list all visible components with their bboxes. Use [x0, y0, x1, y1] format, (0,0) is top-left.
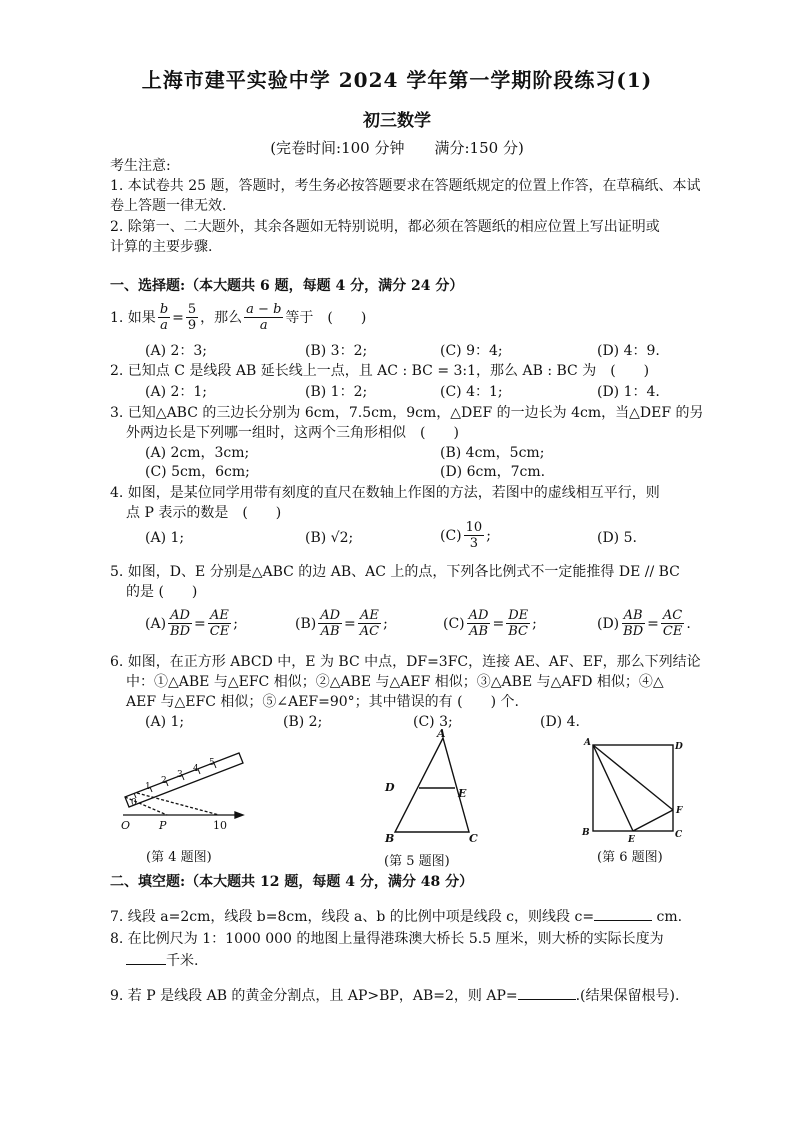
q4-option-c[interactable] — [440, 520, 491, 551]
label-d: D — [385, 781, 395, 794]
q5-a-n1: AD — [170, 608, 190, 623]
q5-b-frac-1 — [318, 608, 342, 639]
q5-c-label: (C) — [443, 615, 465, 632]
figure-4-ruler-diagram — [115, 745, 255, 835]
ruler-tick-0: 0 — [131, 798, 137, 808]
notice-item-1-line-2: 卷上答题一律无效. — [110, 198, 227, 214]
q2-option-d[interactable]: (D) 1：4. — [597, 384, 660, 400]
q1-f3-num: a − b — [246, 302, 282, 317]
q5-a-n2: AE — [210, 608, 229, 623]
q1-option-c[interactable]: (C) 9：4; — [440, 343, 503, 359]
q5-b-d1: AB — [320, 624, 340, 639]
q1-f1-den: a — [160, 318, 168, 333]
q5-a-label: (A) — [145, 615, 167, 632]
q4-b-value: √2 — [330, 530, 349, 546]
q4-c-suffix: ; — [486, 527, 491, 544]
section-1-heading: 一、选择题:（本大题共 6 题，每题 4 分，满分 24 分） — [110, 278, 464, 294]
question-5-line-1: 5. 如图，D、E 分别是△ABC 的边 AB、AC 上的点，下列各比例式不一定能推得 DE // BC — [110, 564, 680, 580]
ruler-tick-2: 2 — [161, 776, 167, 786]
q1-mid: ，那么 — [200, 309, 243, 326]
q5-option-c[interactable] — [443, 608, 537, 639]
q2-option-c[interactable]: (C) 4：1; — [440, 384, 503, 400]
question-6-line-3: AEF 与△EFC 相似；⑤∠AEF=90°；其中错误的有 ( ) 个. — [126, 694, 519, 710]
dashed-line-1 — [137, 793, 219, 815]
question-8-line-2 — [126, 950, 198, 971]
square-abcd — [593, 745, 673, 831]
q2-option-b[interactable]: (B) 1：2; — [305, 384, 368, 400]
notice-item-2-line-2: 计算的主要步骤. — [110, 239, 213, 255]
q3-option-b[interactable]: (B) 4cm，5cm; — [440, 445, 545, 461]
q1-f2-num: 5 — [187, 302, 197, 317]
q5-d-d1: BD — [623, 624, 644, 639]
segment-ef — [633, 810, 673, 831]
q5-b-d2: AC — [359, 624, 380, 639]
exam-meta: (完卷时间:100 分钟 满分:150 分) — [270, 139, 524, 157]
q4-option-a[interactable]: (A) 1; — [145, 530, 185, 546]
question-3-line-1: 3. 已知△ABC 的三边长分别为 6cm，7.5cm，9cm，△DEF 的一边长为 4cm，当△DEF 的另 — [110, 405, 704, 421]
q5-option-b[interactable] — [295, 608, 388, 639]
question-1 — [110, 302, 366, 333]
subject-title: 初三数学 — [363, 111, 431, 131]
label-ten: 10 — [213, 819, 227, 832]
label-c: C — [469, 832, 478, 845]
question-3-line-2: 外两边长是下列哪一组时，这两个三角形相似 ( ) — [126, 425, 459, 441]
q8-answer-blank[interactable] — [126, 950, 166, 965]
q4-c-den: 3 — [469, 536, 479, 551]
question-5-line-2: 的是 ( ) — [126, 584, 198, 600]
q6-option-c[interactable]: (C) 3; — [413, 714, 453, 730]
q5-option-a[interactable] — [145, 608, 238, 639]
triangle-abc — [395, 738, 469, 832]
ruler-tick-4: 4 — [193, 764, 199, 774]
q1-fraction-b-over-a — [158, 302, 170, 333]
q5-d-frac-2 — [661, 608, 684, 639]
q5-b-end: ; — [383, 615, 388, 632]
figure-6-square-diagram — [578, 735, 688, 845]
q5-a-d1: BD — [170, 624, 191, 639]
q5-b-n1: AD — [320, 608, 341, 623]
q1-equals: = — [172, 309, 184, 326]
q1-fraction-amb-over-a — [244, 302, 283, 333]
q3-option-a[interactable]: (A) 2cm，3cm; — [145, 445, 250, 461]
q4-option-d[interactable]: (D) 5. — [597, 530, 637, 546]
q9-suffix: .(结果保留根号). — [575, 988, 680, 1004]
q1-f1-num: b — [159, 302, 169, 317]
segment-af — [593, 745, 673, 810]
section-2-heading: 二、填空题:（本大题共 12 题，每题 4 分，满分 48 分） — [110, 874, 474, 890]
q5-d-n2: AC — [662, 608, 683, 623]
question-7 — [110, 906, 682, 927]
question-9 — [110, 985, 679, 1006]
q5-c-n2: DE — [508, 608, 529, 623]
q5-b-n2: AE — [359, 608, 379, 623]
label-b: B — [582, 828, 590, 838]
q7-text: 7. 线段 a=2cm，线段 b=8cm，线段 a、b 的比例中项是线段 c，则线段 c= — [110, 909, 595, 925]
notice-heading: 考生注意: — [110, 158, 171, 174]
label-o: O — [121, 819, 131, 832]
page-title: 上海市建平实验中学 2024 学年第一学期阶段练习(1) — [141, 68, 653, 92]
figure-5-triangle-diagram — [375, 728, 485, 846]
question-6-line-1: 6. 如图，在正方形 ABCD 中，E 为 BC 中点，DF=3FC，连接 AE、AF、EF，那么下列结论 — [110, 654, 701, 670]
q5-d-eq: = — [647, 615, 659, 632]
q5-b-label: (B) — [295, 615, 317, 632]
label-c: C — [675, 830, 683, 840]
q1-f3-den: a — [259, 318, 268, 333]
q1-f2-den: 9 — [187, 318, 197, 333]
q3-option-c[interactable]: (C) 5cm，6cm; — [145, 464, 250, 480]
q6-option-d[interactable]: (D) 4. — [540, 714, 580, 730]
q5-d-d2: CE — [662, 624, 683, 639]
q5-d-frac-1 — [621, 608, 645, 639]
q5-c-d2: BC — [508, 624, 529, 639]
notice-item-2-line-1: 2. 除第一、二大题外，其余各题如无特别说明，都必须在答题纸的相应位置上写出证明或 — [110, 219, 660, 235]
q9-answer-blank[interactable] — [518, 985, 576, 1000]
q9-text: 9. 若 P 是线段 AB 的黄金分割点，且 AP>BP，AB=2，则 AP= — [110, 988, 518, 1004]
question-4-line-1: 4. 如图，是某位同学用带有刻度的直尺在数轴上作图的方法，若图中的虚线相互平行，则 — [110, 485, 660, 501]
q4-c-num: 10 — [465, 520, 483, 535]
q1-option-d[interactable]: (D) 4：9. — [597, 343, 660, 359]
q3-option-d[interactable]: (D) 6cm，7cm. — [440, 464, 546, 480]
q4-c-label: (C) — [440, 527, 462, 544]
q5-c-eq: = — [492, 615, 505, 632]
ruler-tick-3: 3 — [177, 770, 183, 780]
q5-c-frac-1 — [467, 608, 491, 639]
question-4-line-2: 点 P 表示的数是 ( ) — [126, 505, 282, 521]
label-a: A — [437, 728, 446, 740]
q5-c-n1: AD — [468, 608, 489, 623]
label-f: F — [676, 806, 683, 816]
figure-5-caption: (第 5 题图) — [384, 854, 450, 869]
q5-a-end: ; — [233, 615, 238, 632]
notice-item-1-line-1: 1. 本试卷共 25 题，答题时，考生务必按答题要求在答题纸规定的位置上作答，在草稿纸、本试 — [110, 178, 701, 194]
question-6-line-2: 中：①△ABE 与△EFC 相似；②△ABE 与△AEF 相似；③△ABE 与△AFD 相似；④△ — [126, 674, 664, 690]
q5-b-eq: = — [344, 615, 356, 632]
q6-option-b[interactable]: (B) 2; — [283, 714, 323, 730]
q5-b-frac-2 — [358, 608, 381, 639]
q5-c-frac-2 — [506, 608, 530, 639]
question-2: 2. 已知点 C 是线段 AB 延长线上一点，且 AC : BC = 3:1，那么 AB : BC 为 ( ) — [110, 363, 650, 379]
segment-ae — [593, 745, 633, 831]
q1-prefix: 1. 如果 — [110, 309, 156, 326]
figure-4-caption: (第 4 题图) — [146, 850, 212, 865]
q5-a-eq: = — [194, 615, 206, 632]
q6-option-a[interactable]: (A) 1; — [145, 714, 185, 730]
q5-d-label: (D) — [597, 615, 620, 632]
q8-unit: 千米. — [166, 953, 199, 969]
q4-option-b[interactable] — [305, 528, 353, 548]
q5-a-frac-1 — [168, 608, 192, 639]
number-line-arrow — [235, 812, 243, 818]
q5-option-d[interactable] — [597, 608, 691, 639]
q1-option-b[interactable]: (B) 3：2; — [305, 343, 368, 359]
label-e: E — [628, 835, 635, 845]
q1-suffix: 等于 ( ) — [285, 309, 367, 326]
ruler-tick-5: 5 — [209, 758, 215, 768]
q5-a-d2: CE — [209, 624, 230, 639]
q5-a-frac-2 — [208, 608, 231, 639]
q5-c-end: ; — [532, 615, 537, 632]
q7-unit: cm. — [656, 909, 683, 925]
label-d: D — [675, 742, 683, 752]
label-b: B — [385, 832, 395, 845]
ruler-tick-1: 1 — [145, 782, 151, 792]
q7-answer-blank[interactable] — [594, 906, 652, 921]
q4-b-suffix: ; — [348, 530, 354, 546]
q5-d-end: . — [686, 615, 691, 632]
q4-b-label: (B) — [305, 530, 327, 546]
q1-option-a[interactable]: (A) 2：3; — [145, 343, 208, 359]
q5-c-d1: AB — [469, 624, 489, 639]
label-a: A — [584, 738, 591, 748]
label-p: P — [159, 819, 167, 832]
figure-6-caption: (第 6 题图) — [597, 850, 663, 865]
q1-fraction-5-over-9 — [186, 302, 198, 333]
label-e: E — [458, 787, 467, 800]
q5-d-n1: AB — [623, 608, 643, 623]
q2-option-a[interactable]: (A) 2：1; — [145, 384, 208, 400]
q4-c-fraction — [464, 520, 485, 551]
question-8-line-1: 8. 在比例尺为 1：1000 000 的地图上量得港珠澳大桥长 5.5 厘米，则大桥的实际长度为 — [110, 931, 664, 947]
